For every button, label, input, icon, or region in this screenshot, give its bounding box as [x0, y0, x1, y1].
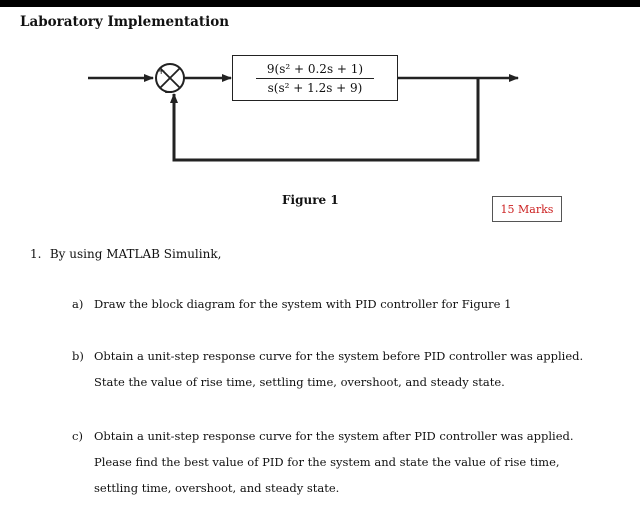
minus-sign: − [164, 86, 174, 99]
part-label: b) [72, 349, 84, 363]
part-line: Please find the best value of PID for the system and state the value of rise time, [94, 455, 560, 469]
tf-numerator: 9(s² + 0.2s + 1) [266, 61, 364, 76]
figure-caption: Figure 1 [282, 193, 339, 207]
plus-sign: + [157, 66, 166, 77]
part-label: c) [72, 429, 83, 443]
question-part-b [72, 343, 583, 395]
transfer-function-block [232, 55, 398, 101]
block-diagram [0, 0, 640, 220]
question-part-a [72, 291, 511, 317]
question-part-c [72, 423, 574, 501]
question-1 [30, 247, 221, 261]
part-line: Obtain a unit-step response curve for the system after PID controller was applied. [94, 429, 574, 443]
part-label: a) [72, 297, 84, 311]
question-number: 1. [30, 247, 42, 261]
section-heading: Laboratory Implementation [20, 14, 230, 30]
part-line: Draw the block diagram for the system with PID controller for Figure 1 [94, 297, 512, 311]
part-line: State the value of rise time, settling time, overshoot, and steady state. [94, 375, 505, 389]
marks-badge: 15 Marks [492, 196, 562, 222]
part-line: settling time, overshoot, and steady state. [94, 481, 340, 495]
question-text: By using MATLAB Simulink, [49, 247, 222, 261]
part-line: Obtain a unit-step response curve for the system before PID controller was applied. [94, 349, 584, 363]
tf-fraction-bar [256, 78, 374, 79]
tf-denominator: s(s² + 1.2s + 9) [267, 80, 363, 95]
